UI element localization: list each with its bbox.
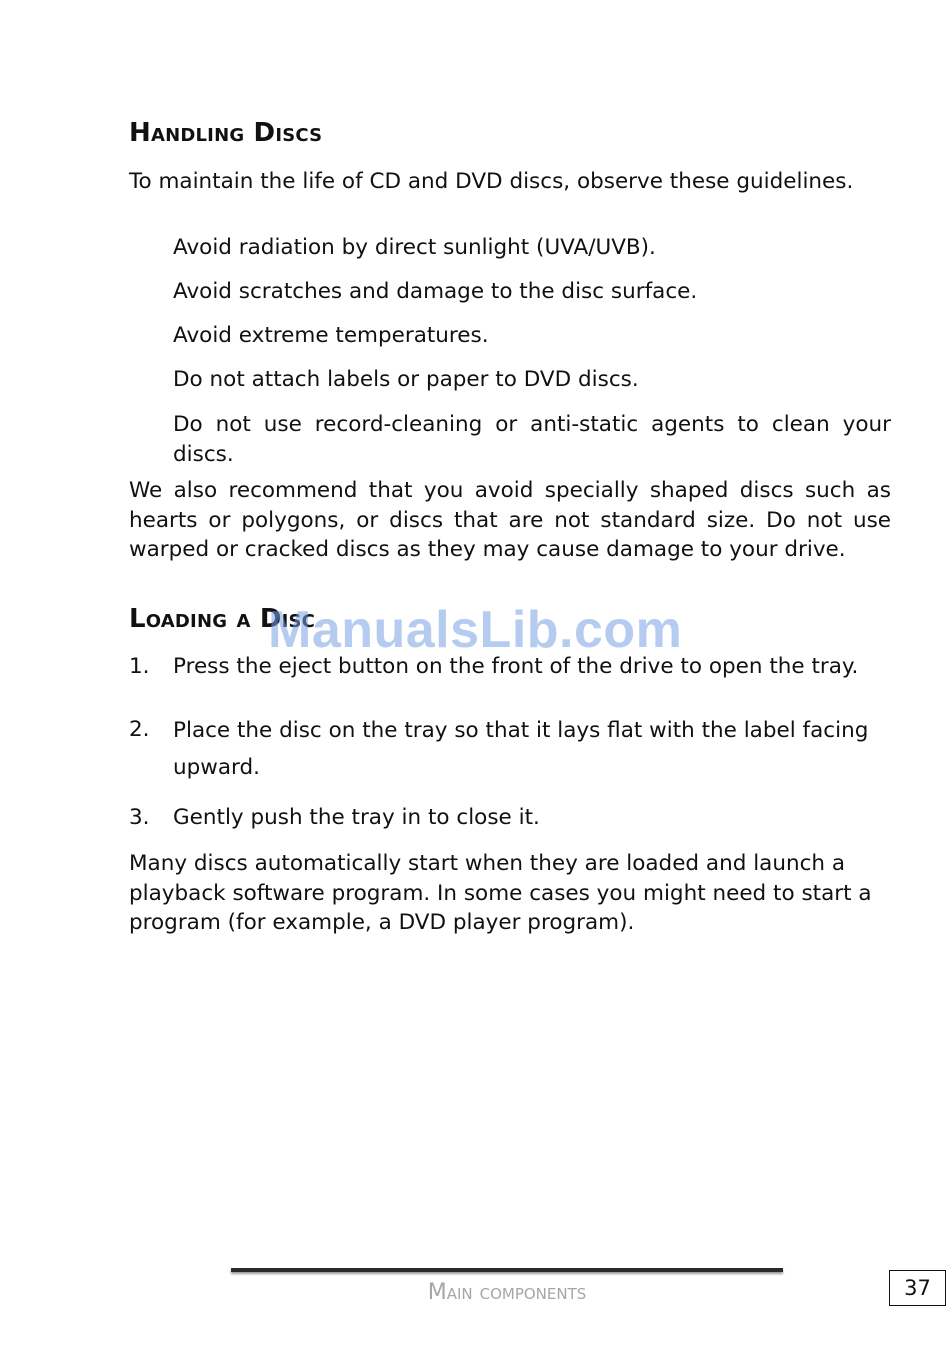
step-number: 2. [129, 717, 150, 742]
recommendation-paragraph: We also recommend that you avoid specially shaped discs such as hearts or polygons, or discs that are not standard size. Do not use warped or cracked discs as they may cause damage to your drive. [129, 478, 891, 562]
section-heading-handling-discs: Handling Discs [129, 118, 323, 148]
page-number: 37 [889, 1270, 946, 1306]
guideline-item: Do not attach labels or paper to DVD discs. [173, 367, 639, 392]
step-item [129, 712, 891, 786]
step-number: 3. [129, 805, 150, 830]
watermark-logo: ManualsLib.com [268, 601, 683, 659]
step-text: Gently push the tray in to close it. [173, 805, 540, 830]
step-number: 1. [129, 654, 150, 679]
guideline-item: Avoid extreme temperatures. [173, 323, 489, 348]
guideline-item: Avoid radiation by direct sunlight (UVA/UVB). [173, 235, 656, 260]
footer-divider [231, 1268, 783, 1272]
note-paragraph: Many discs automatically start when they are loaded and launch a playback software program. In some cases you might need to start a program (for example, a DVD player program). [129, 851, 872, 935]
step-text: Press the eject button on the front of the drive to open the tray. [173, 654, 859, 679]
step-item [129, 803, 891, 833]
footer-chapter-title: Main components [427, 1280, 587, 1305]
intro-paragraph: To maintain the life of CD and DVD discs, observe these guidelines. [129, 169, 854, 194]
guideline-item: Avoid scratches and damage to the disc surface. [173, 279, 698, 304]
section-heading-loading-a-disc: Loading a Disc [129, 604, 316, 634]
step-text: Place the disc on the tray so that it lays flat with the label facing upward. [173, 718, 869, 780]
guideline-item: Do not use record-cleaning or anti-static agents to clean your discs. [173, 412, 891, 467]
